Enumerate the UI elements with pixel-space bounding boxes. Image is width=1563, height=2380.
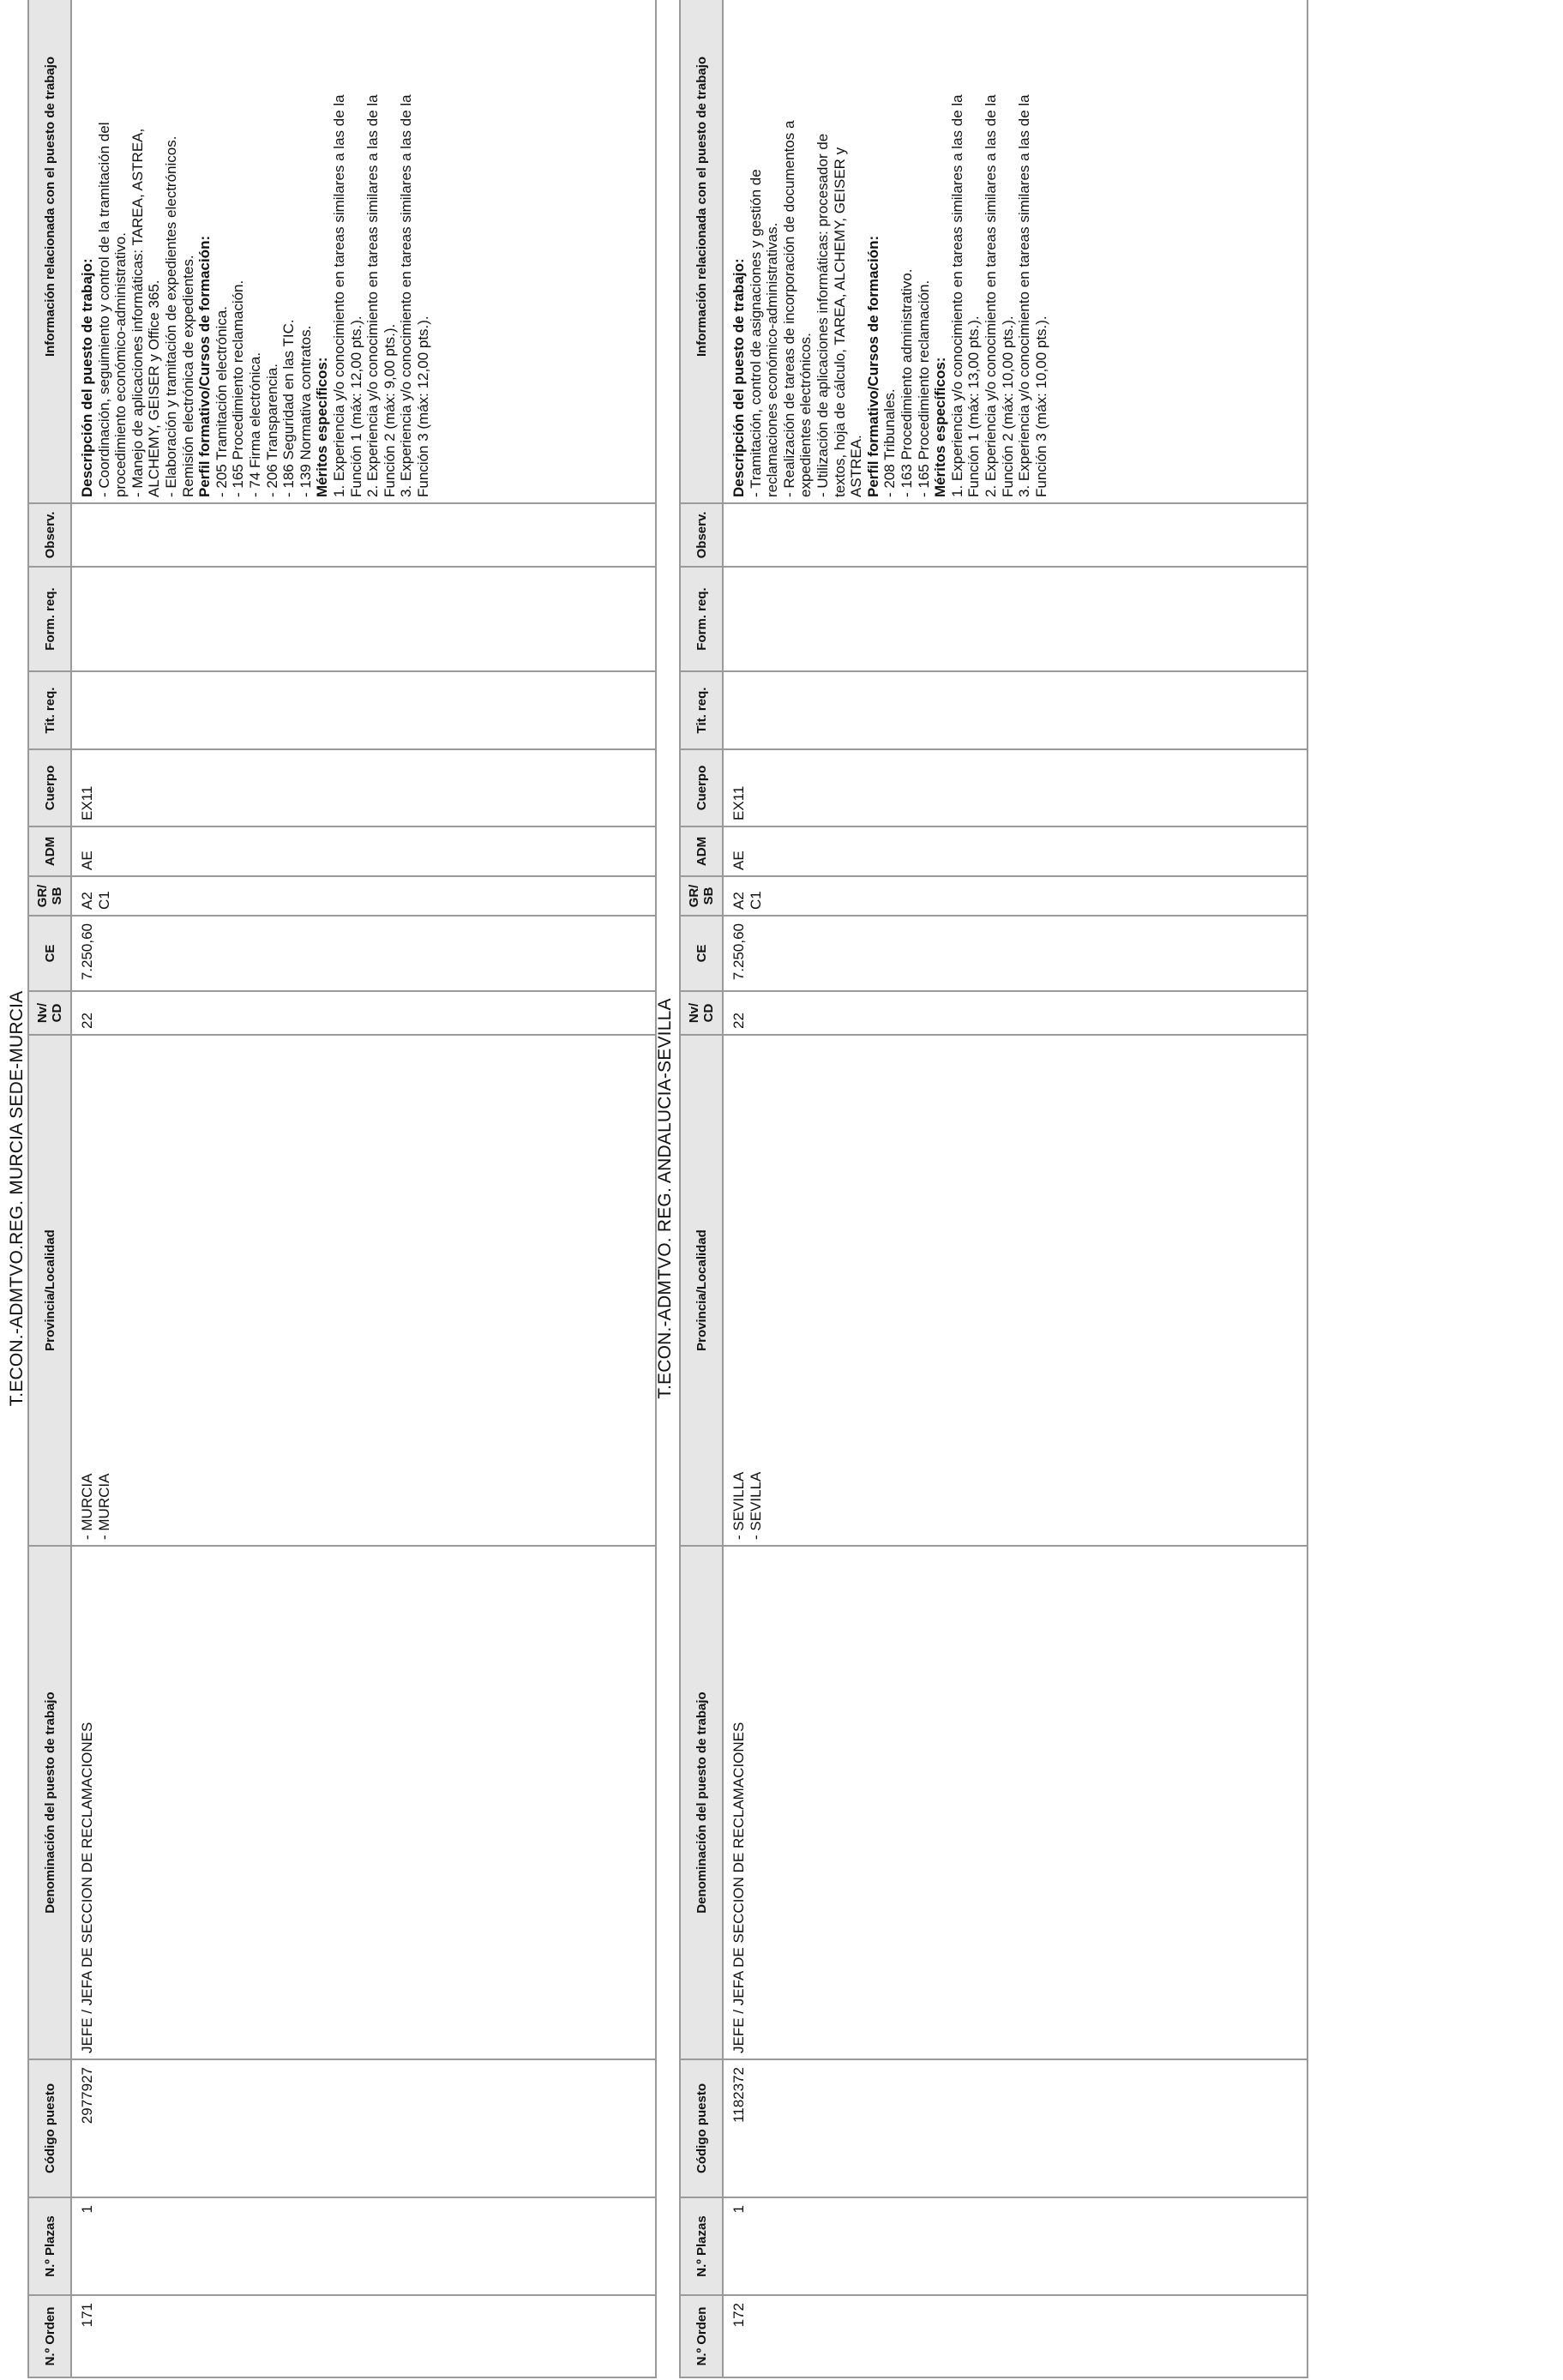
info-line: - Manejo de aplicaciones informáticas: TAREA, ASTREA, (129, 128, 146, 497)
header-adm: ADM (28, 826, 71, 876)
cell-adm: AE (723, 826, 1308, 876)
info-line: Función 1 (máx: 12,00 pts.). (347, 316, 364, 497)
cell-ce: 7.250,60 (723, 916, 1308, 991)
info-line: 2. Experiencia y/o conocimiento en tareas similares a las de la (982, 94, 999, 497)
info-line: - 205 Tramitación electrónica. (213, 306, 230, 497)
header-titulacion: Tit. req. (28, 671, 71, 749)
provincia-line: - MURCIA (79, 1473, 95, 1540)
cell-codigo: 1182372 (723, 2059, 1308, 2197)
info-line: Descripción del puesto de trabajo: (79, 258, 95, 497)
section-title: T.ECON.-ADMTVO. REG. ANDALUCIA-SEVILLA (655, 998, 675, 1399)
cell-grupo (71, 876, 656, 916)
header-row (680, 0, 723, 2377)
header-nivel: Nv/ CD (680, 991, 723, 1035)
info-line: 1. Experiencia y/o conocimiento en tareas similares a las de la (330, 94, 347, 497)
info-line: expedientes electrónicos. (797, 333, 815, 497)
section-title: T.ECON.-ADMTVO.REG. MURCIA SEDE-MURCIA (7, 990, 27, 1407)
info-line: - 208 Tribunales. (881, 388, 899, 497)
cell-plazas: 1 (71, 2197, 656, 2295)
info-line: Perfil formativo/Cursos de formación: (196, 235, 213, 497)
localidad-line: - SEVILLA (747, 1471, 764, 1540)
header-row (28, 0, 71, 2377)
header-ce: CE (680, 916, 723, 991)
header-observ: Observ. (680, 503, 723, 567)
header-formacion: Form. req. (28, 567, 71, 671)
cell-grupo (723, 876, 1308, 916)
info-line: - 165 Procedimiento reclamación. (230, 279, 247, 497)
cell-provincia (723, 1035, 1308, 1546)
header-grupo: GR/ SB (28, 876, 71, 916)
info-line: 3. Experiencia y/o conocimiento en tareas similares a las de la (1016, 94, 1033, 497)
header-formacion: Form. req. (680, 567, 723, 671)
cell-observ (723, 503, 1308, 567)
info-line: - Tramitación, control de asignaciones y gestión de (747, 169, 764, 497)
cell-titulacion (723, 671, 1308, 749)
section-murcia (0, 19, 652, 2378)
info-line: procedimiento económico-administrativo. (112, 232, 129, 497)
header-info: Información relacionada con el puesto de trabajo (680, 0, 723, 503)
info-line: 3. Experiencia y/o conocimiento en tareas similares a las de la (398, 94, 415, 497)
header-nivel: Nv/ CD (28, 991, 71, 1035)
info-line: Función 2 (máx: 9,00 pts.). (381, 323, 398, 497)
info-line: Méritos específicos: (932, 357, 949, 497)
header-info: Información relacionada con el puesto de trabajo (28, 0, 71, 503)
info-line: Méritos específicos: (314, 357, 331, 497)
info-line: - 74 Firma electrónica. (246, 352, 263, 497)
info-line: Función 1 (máx: 13,00 pts.). (965, 316, 983, 497)
info-line: - 186 Seguridad en las TIC. (280, 319, 298, 497)
header-adm: ADM (680, 826, 723, 876)
cell-plazas: 1 (723, 2197, 1308, 2295)
header-denominacion: Denominación del puesto de trabajo (680, 1546, 723, 2059)
section-sevilla (645, 19, 1314, 2378)
cell-cuerpo: EX11 (71, 749, 656, 826)
info-line: - 165 Procedimiento reclamación. (915, 279, 932, 497)
localidad-line: - MURCIA (95, 1473, 112, 1540)
info-line: Función 2 (máx: 10,00 pts.). (999, 316, 1016, 497)
positions-table (679, 0, 1308, 2378)
cell-observ (71, 503, 656, 567)
info-line: 2. Experiencia y/o conocimiento en tareas similares a las de la (364, 94, 382, 497)
info-line: - 206 Transparencia. (263, 364, 280, 497)
header-provincia: Provincia/Localidad (28, 1035, 71, 1546)
header-codigo: Código puesto (680, 2059, 723, 2197)
table-row (723, 0, 1308, 2377)
cell-ce: 7.250,60 (71, 916, 656, 991)
info-line: - Realización de tareas de incorporación de documentos a (780, 120, 797, 497)
cell-denominacion: JEFE / JEFA DE SECCION DE RECLAMACIONES (71, 1546, 656, 2059)
cell-formacion (723, 567, 1308, 671)
header-grupo: GR/ SB (680, 876, 723, 916)
header-plazas: N.º Plazas (28, 2197, 71, 2295)
header-provincia: Provincia/Localidad (680, 1035, 723, 1546)
grupo-line: A2 (79, 892, 95, 910)
info-line: ALCHEMY, GEISER y Office 365. (146, 279, 163, 497)
info-line: Remisión electrónica de expedientes. (179, 255, 196, 497)
info-line: - 139 Normativa contratos. (297, 325, 314, 497)
cell-adm: AE (71, 826, 656, 876)
positions-table (27, 0, 657, 2378)
cell-info (71, 0, 656, 503)
header-observ: Observ. (28, 503, 71, 567)
info-line: textos, hoja de cálculo, TAREA, ALCHEMY, GEISER y (831, 147, 848, 497)
cell-orden: 172 (723, 2295, 1308, 2377)
header-plazas: N.º Plazas (680, 2197, 723, 2295)
header-cuerpo: Cuerpo (28, 749, 71, 826)
header-cuerpo: Cuerpo (680, 749, 723, 826)
info-line: Función 3 (máx: 10,00 pts.). (1032, 316, 1049, 497)
info-line: - Elaboración y tramitación de expedientes electrónicos. (162, 135, 179, 497)
info-line: Perfil formativo/Cursos de formación: (864, 235, 881, 497)
cell-nivel: 22 (71, 991, 656, 1035)
info-line: Descripción del puesto de trabajo: (730, 258, 747, 497)
cell-codigo: 2977927 (71, 2059, 656, 2197)
info-line: - 163 Procedimiento administrativo. (898, 268, 915, 497)
cell-formacion (71, 567, 656, 671)
cell-cuerpo: EX11 (723, 749, 1308, 826)
header-orden: N.º Orden (28, 2295, 71, 2377)
header-titulacion: Tit. req. (680, 671, 723, 749)
grupo-line: A2 (730, 892, 747, 910)
cell-orden: 171 (71, 2295, 656, 2377)
info-line: 1. Experiencia y/o conocimiento en tareas similares a las de la (948, 94, 965, 497)
cell-provincia (71, 1035, 656, 1546)
header-denominacion: Denominación del puesto de trabajo (28, 1546, 71, 2059)
header-orden: N.º Orden (680, 2295, 723, 2377)
cell-titulacion (71, 671, 656, 749)
info-line: - Utilización de aplicaciones informáticas: procesador de (814, 133, 831, 497)
table-row (71, 0, 656, 2377)
provincia-line: - SEVILLA (730, 1471, 747, 1540)
cell-denominacion: JEFE / JEFA DE SECCION DE RECLAMACIONES (723, 1546, 1308, 2059)
info-line: ASTREA. (848, 435, 865, 497)
cell-nivel: 22 (723, 991, 1308, 1035)
info-line: Función 3 (máx: 12,00 pts.). (414, 316, 431, 497)
header-ce: CE (28, 916, 71, 991)
info-line: - Coordinación, seguimiento y control de la tramitación del (95, 122, 112, 497)
info-line: reclamaciones económico-administrativas. (764, 222, 781, 497)
subgrupo-line: C1 (747, 891, 764, 910)
subgrupo-line: C1 (95, 891, 112, 910)
cell-info (723, 0, 1308, 503)
header-codigo: Código puesto (28, 2059, 71, 2197)
